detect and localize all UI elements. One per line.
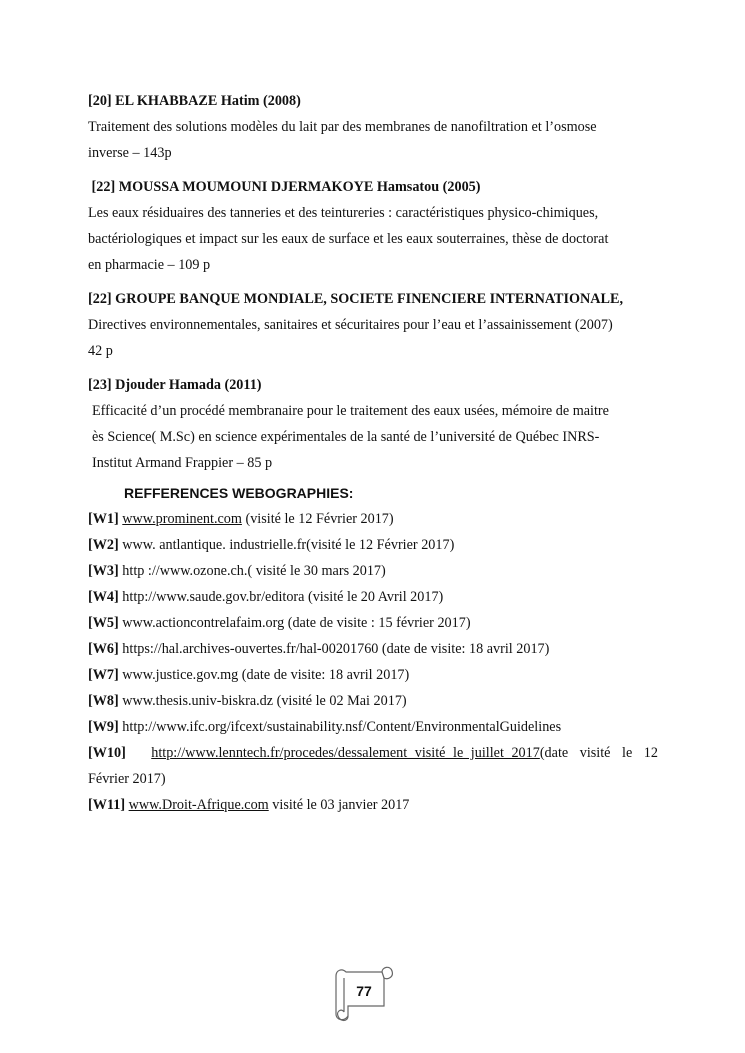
web-link[interactable]: http://www.lenntech.fr/procedes/dessalement visité le juillet 2017 — [151, 745, 540, 761]
web-id: [W4] — [88, 589, 119, 605]
reference-heading: [22] MOUSSA MOUMOUNI DJERMAKOYE Hamsatou (2005) — [88, 179, 481, 195]
web-id: [W9] — [88, 719, 119, 735]
web-entry-w7 — [88, 662, 658, 688]
reference-line: ès Science( M.Sc) en science expérimentales de la santé de l’université de Québec INRS- — [92, 429, 600, 445]
web-id: [W8] — [88, 693, 119, 709]
web-text: https://hal.archives-ouvertes.fr/hal-00201760 (date de visite: 18 avril 2017) — [118, 641, 550, 657]
web-entry-w9 — [88, 714, 658, 740]
web-entry-w10-continued: Février 2017) — [88, 771, 166, 787]
web-text: (visité le 12 Février 2017) — [241, 511, 394, 527]
web-id: [W3] — [88, 563, 119, 579]
web-id: [W7] — [88, 667, 119, 683]
web-entry-w3 — [88, 558, 658, 584]
reference-line: Institut Armand Frappier – 85 p — [92, 455, 273, 471]
reference-heading: [22] GROUPE BANQUE MONDIALE, SOCIETE FINENCIERE INTERNATIONALE, — [88, 291, 623, 307]
web-id: [W10] — [88, 745, 126, 761]
web-link[interactable]: www.Droit-Afrique.com — [128, 797, 269, 813]
reference-line: Efficacité d’un procédé membranaire pour le traitement des eaux usées, mémoire de maitre — [92, 403, 609, 419]
page-number: 77 — [356, 983, 372, 999]
reference-line: Directives environnementales, sanitaires et sécuritaires pour l’eau et l’assainissement (2007) — [88, 317, 613, 333]
web-text: visité le 03 janvier 2017 — [268, 797, 410, 813]
web-text: (date visité le 12 — [539, 745, 658, 761]
web-text: www.actioncontrelafaim.org (date de visite : 15 février 2017) — [118, 615, 471, 631]
webography-title: REFFERENCES WEBOGRAPHIES: — [124, 485, 354, 501]
web-text: www.justice.gov.mg (date de visite: 18 avril 2017) — [118, 667, 410, 683]
web-entry-w6 — [88, 636, 658, 662]
web-id: [W2] — [88, 537, 119, 553]
web-entry-w11 — [88, 792, 658, 818]
reference-line: Les eaux résiduaires des tanneries et des teintureries : caractéristiques physico-chimiques, — [88, 205, 599, 221]
web-id: [W1] — [88, 511, 119, 527]
web-id: [W11] — [88, 797, 126, 813]
reference-line: bactériologiques et impact sur les eaux de surface et les eaux souterraines, thèse de doctorat — [88, 231, 609, 247]
reference-line: inverse – 143p — [88, 145, 172, 161]
web-text: http://www.saude.gov.br/editora (visité le 20 Avril 2017) — [118, 589, 444, 605]
web-entry-w8 — [88, 688, 658, 714]
web-text: www.thesis.univ-biskra.dz (visité le 02 Mai 2017) — [118, 693, 407, 709]
web-entry-w4 — [88, 584, 658, 610]
reference-entry — [88, 174, 658, 278]
reference-entry — [88, 372, 658, 476]
web-text: http ://www.ozone.ch.( visité le 30 mars 2017) — [118, 563, 386, 579]
reference-line: Traitement des solutions modèles du lait par des membranes de nanofiltration et l’osmose — [88, 119, 597, 135]
references-page — [88, 88, 658, 818]
reference-line: 42 p — [88, 343, 113, 359]
webography-list — [88, 506, 658, 818]
web-id: [W5] — [88, 615, 119, 631]
reference-entry — [88, 286, 658, 364]
web-id: [W6] — [88, 641, 119, 657]
web-text: www. antlantique. industrielle.fr(visité le 12 Février 2017) — [118, 537, 455, 553]
reference-heading: [23] Djouder Hamada (2011) — [88, 377, 262, 393]
reference-line: en pharmacie – 109 p — [88, 257, 211, 273]
reference-heading: [20] EL KHABBAZE Hatim (2008) — [88, 93, 301, 109]
web-entry-w2 — [88, 532, 658, 558]
web-entry-w10 — [88, 740, 658, 766]
web-text: http://www.ifc.org/ifcext/sustainability.nsf/Content/EnvironmentalGuidelines — [118, 719, 562, 735]
web-entry-w1 — [88, 506, 658, 532]
web-entry-w5 — [88, 610, 658, 636]
web-link[interactable]: www.prominent.com — [122, 511, 242, 527]
reference-entry — [88, 88, 658, 166]
